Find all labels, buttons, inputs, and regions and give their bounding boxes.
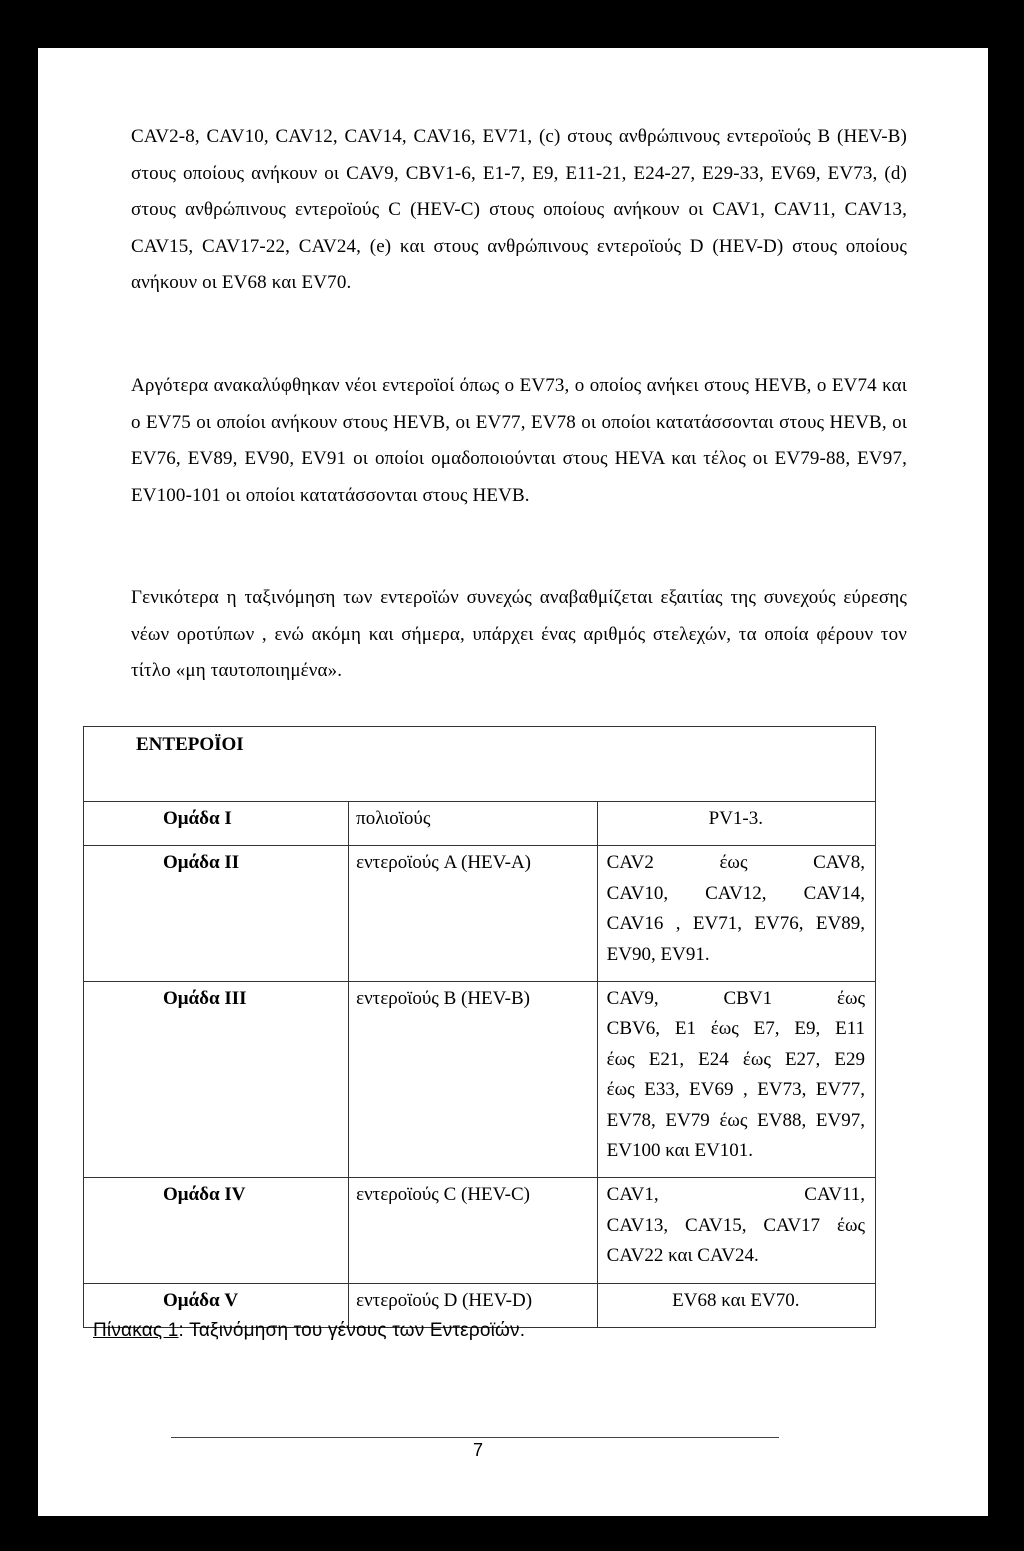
paragraph-3: Γενικότερα η ταξινόμηση των εντεροϊών συνεχώς αναβαθμίζεται εξαιτίας της συνεχούς εύρεσης νέων οροτύπων , ενώ ακόμη και σήμερα, υπάρχει ένας αριθμός στελεχών, τα οποία φέρουν τον τίτλο «μη ταυτοποιημένα».: [131, 587, 907, 682]
group-label: Ομάδα V: [163, 1289, 239, 1311]
strains-line: EV100 και EV101.: [606, 1140, 754, 1162]
strains-cell: [597, 1178, 875, 1283]
virus-label: πολιοϊούς: [356, 808, 431, 829]
virus-label: εντεροϊούς A (HEV-A): [356, 852, 531, 874]
virus-label: εντεροϊούς D (HEV-D): [356, 1289, 533, 1311]
strains-line: CAV16 , EV71, EV76, EV89,: [606, 913, 865, 935]
strains-cell: [597, 802, 875, 846]
strains-line: CBV6, E1 έως E7, E9, E11: [606, 1018, 865, 1040]
strains-line: CAV10, CAV12, CAV14,: [606, 882, 865, 904]
table-header-row: [84, 727, 876, 802]
document-page: [38, 48, 988, 1516]
table-header-cell: [84, 727, 349, 802]
paragraph-1: CAV2-8, CAV10, CAV12, CAV14, CAV16, EV71, (c) στους ανθρώπινους εντεροϊούς B (HEV-B) στους οποίους ανήκουν οι CAV9, CBV1-6, E1-7, E9, E11-21, E24-27, E29-33, EV69, EV73, (d) στους ανθρώπινους εντεροϊούς C (HEV-C) στους οποίους ανήκουν οι CAV1, CAV11, CAV13, CAV15, CAV17-22, CAV24, (e) και στους ανθρώπινους εντεροϊούς D (HEV-D) στους οποίους ανήκουν οι EV68 και EV70.: [131, 126, 907, 294]
strains-line: έως E21, E24 έως E27, E29: [606, 1048, 865, 1070]
strains-line: EV78, EV79 έως EV88, EV97,: [606, 1109, 865, 1131]
virus-cell: [349, 1178, 598, 1283]
page-number: 7: [473, 1440, 484, 1460]
strains-line: CAV13, CAV15, CAV17 έως: [606, 1214, 865, 1236]
virus-cell: [349, 802, 598, 846]
table-row: [84, 802, 876, 846]
table-row: [84, 846, 876, 982]
virus-cell: [349, 982, 598, 1178]
strains-cell: [597, 982, 875, 1178]
strains-line: PV1-3.: [708, 808, 764, 829]
virus-cell: [349, 846, 598, 982]
footer-divider: [171, 1437, 779, 1438]
strains-line: CAV1, CAV11,: [606, 1184, 865, 1206]
strains-line: CAV2 έως CAV8,: [606, 852, 865, 874]
group-cell: [84, 982, 349, 1178]
group-cell: [84, 1178, 349, 1283]
strains-line: EV90, EV91.: [606, 943, 710, 965]
virus-label: εντεροϊούς C (HEV-C): [356, 1184, 530, 1206]
paragraph-2: Αργότερα ανακαλύφθηκαν νέοι εντεροϊοί όπως ο EV73, ο οποίος ανήκει στους HEVB, ο EV74 και ο EV75 οι οποίοι ανήκουν στους HEVB, οι EV77, EV78 οι οποίοι κατατάσσονται στους HEVB, οι EV76, EV89, EV90, EV91 οι οποίοι ομαδοποιούνται στους HEVA και τέλος οι EV79-88, EV97, EV100-101 οι οποίοι κατατάσσονται στους HEVB.: [131, 375, 907, 506]
virus-label: εντεροϊούς B (HEV-B): [356, 988, 530, 1010]
group-label: Ομάδα IV: [163, 1184, 246, 1206]
table-caption-label: Πίνακας 1: [93, 1320, 179, 1341]
table-caption-text: : Ταξινόμηση του γένους των Εντεροϊών.: [178, 1320, 526, 1341]
table-row: [84, 982, 876, 1178]
strains-line: CAV22 και CAV24.: [606, 1245, 759, 1267]
table-row: [84, 1178, 876, 1283]
group-label: Ομάδα II: [163, 852, 240, 874]
strains-line: EV68 και EV70.: [672, 1289, 800, 1311]
group-label: Ομάδα III: [163, 988, 247, 1010]
group-cell: [84, 846, 349, 982]
group-cell: [84, 802, 349, 846]
table-header-title: ΕΝΤΕΡΟΪΟΙ: [136, 734, 244, 755]
table-caption: [93, 1320, 525, 1342]
strains-cell: [597, 1283, 875, 1327]
table-header-blank: [349, 727, 876, 802]
strains-cell: [597, 846, 875, 982]
strains-line: CAV9, CBV1 έως: [606, 988, 865, 1010]
strains-line: έως E33, EV69 , EV73, EV77,: [606, 1079, 865, 1101]
enterovirus-classification-table: [83, 726, 876, 1328]
group-label: Ομάδα I: [163, 808, 232, 829]
